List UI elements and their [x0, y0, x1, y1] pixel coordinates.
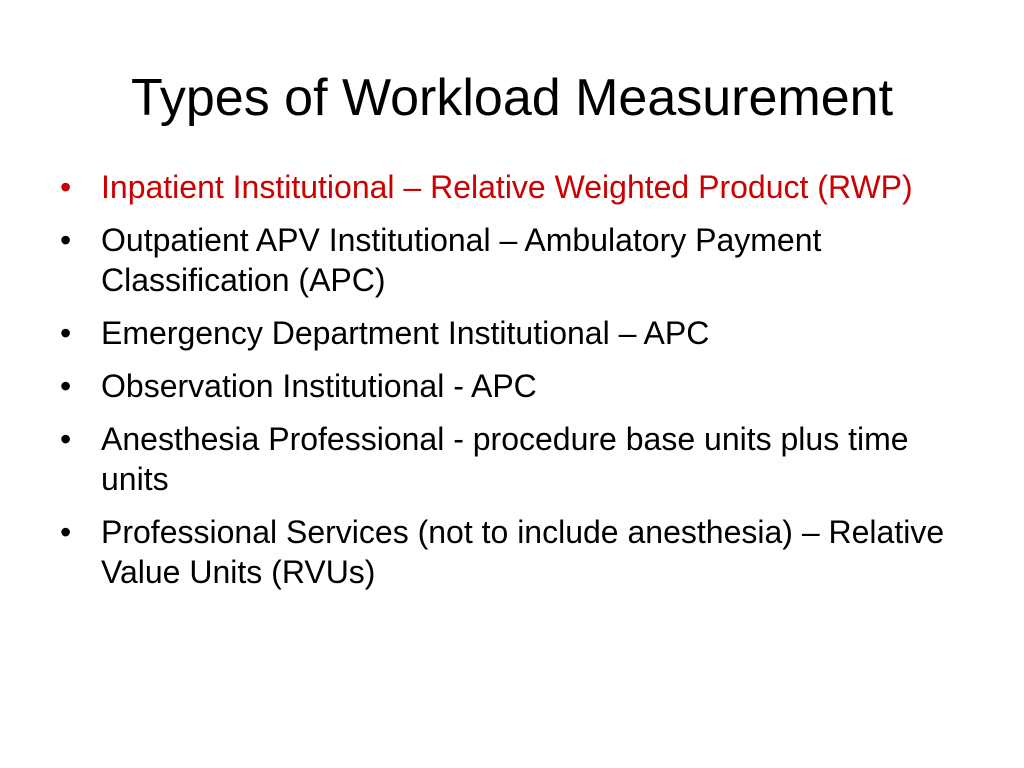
bullet-marker: •	[60, 368, 72, 404]
slide-title: Types of Workload Measurement	[130, 69, 894, 127]
bullet-marker: •	[60, 514, 72, 550]
bullet-text: Observation Institutional - APC	[101, 368, 537, 404]
list-item	[60, 366, 980, 406]
list-item	[60, 419, 980, 499]
bullet-text: Anesthesia Professional - procedure base units plus time units	[101, 421, 909, 497]
bullet-marker: •	[60, 222, 72, 258]
list-item	[60, 220, 980, 300]
list-item	[60, 313, 980, 353]
list-item	[60, 167, 980, 207]
bullet-text: Inpatient Institutional – Relative Weighted Product (RWP)	[101, 169, 913, 205]
list-item	[60, 512, 980, 592]
bullet-marker: •	[60, 169, 72, 205]
bullet-text: Outpatient APV Institutional – Ambulatory Payment Classification (APC)	[101, 222, 822, 298]
bullet-text: Emergency Department Institutional – APC	[101, 315, 710, 351]
bullet-marker: •	[60, 421, 72, 457]
bullet-text: Professional Services (not to include anesthesia) – Relative Value Units (RVUs)	[101, 514, 945, 590]
bullet-marker: •	[60, 315, 72, 351]
bullet-list	[60, 167, 980, 605]
